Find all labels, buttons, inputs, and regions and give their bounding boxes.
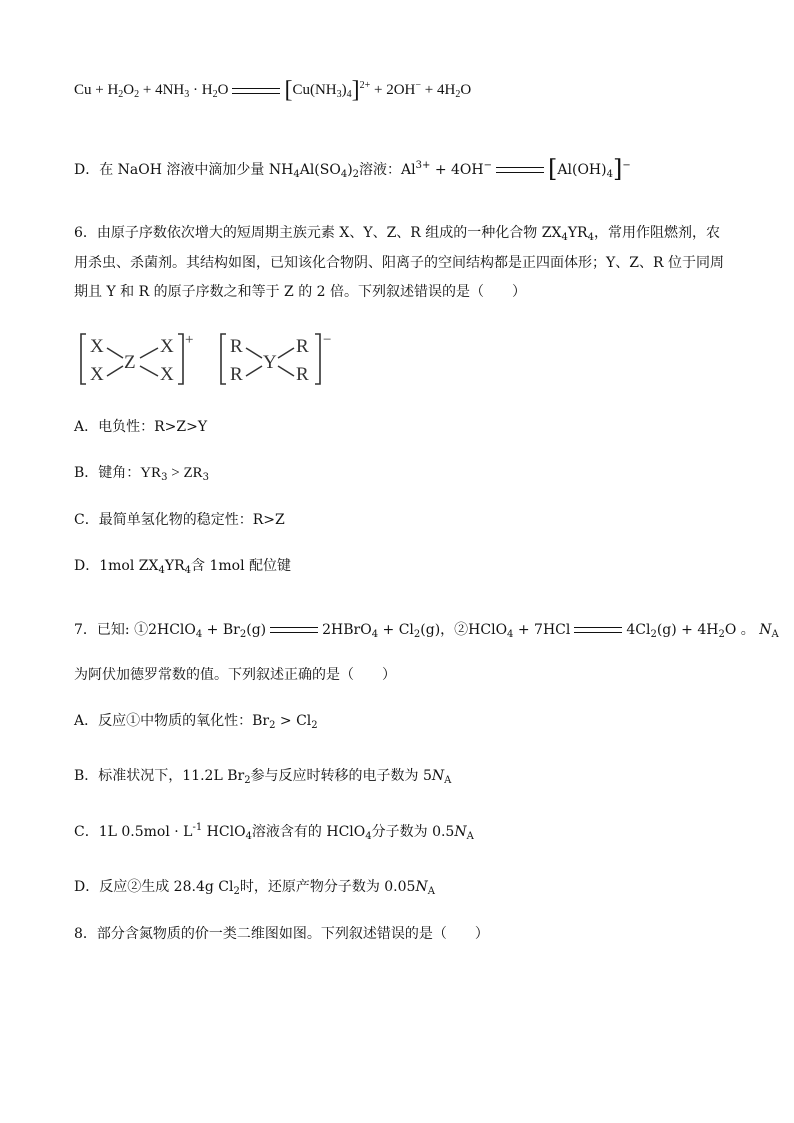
equals-sign [232,88,280,94]
anion-r-atom: R [230,364,243,385]
eq-text: O [217,82,229,98]
option-text: 含 1mol 配位键 [191,558,292,574]
eq-text: (NH [309,82,337,98]
q6-stem-line3: 期且 Y 和 R 的原子序数之和等于 Z 的 2 倍。下列叙述错误的是（ ） [74,284,527,300]
option-text: > Cl [275,713,312,729]
bracket: [ [284,77,293,103]
option-text: D．1mol ZX [74,558,159,574]
option-text: D．在 NaOH 溶液中滴加少量 NH [74,162,294,178]
option-text: 分子数为 0.5 [371,824,455,840]
cation-bracket-left [81,334,86,384]
q6-option-d: D．1mol $ZX_4YR_4$含 1mol 配位键 [74,558,292,576]
anion-bracket-right [315,334,320,384]
option-text: + 4OH [430,162,484,178]
eq-text: · H [189,82,213,98]
avogadro-sub: A [444,775,452,786]
q7-text: 2HBrO [322,622,372,638]
anion-r-atom: R [296,364,309,385]
anion-r-atom: R [296,336,309,357]
q6-option-b: B．键角：$YR_3 > ZR_3$ [74,465,210,483]
option-text: Al [299,162,315,178]
q7-stem-line2: 为阿伏加德罗常数的值。下列叙述正确的是（ ） [74,667,396,683]
q6-structure-figure [78,328,358,388]
option-text: > ZR [167,465,203,481]
q7-option-a: A．反应①中物质的氧化性：$Br_2 > Cl_2$ [74,713,318,731]
cation-x-atom: X [160,364,174,385]
option-text: 溶液含有的 HClO [251,824,366,840]
option-sup: -1 [192,822,203,833]
q7-stem-line1: 7．已知: ①2HClO$_4$ + $Br_2(g)$ 2HBrO$_4$ + $Cl_2(g)$，②HClO$_4$ + 7HCl $4Cl_2(g) + 4H_2O$ 。 $N_A$ [74,622,779,640]
cation-charge: + [185,332,194,348]
avogadro-symbol: N [454,824,467,840]
prev-option-d: D．在 NaOH 溶液中滴加少量 $NH_4Al(SO_4)_2$溶液：$Al^{3+} + 4OH^-$ $[Al(OH)_4]^-$ [74,155,631,183]
q7-text: O 。 [724,622,755,638]
eq-text: + 4H [421,82,456,98]
anion-bracket-left [221,334,226,384]
equals-sign [574,627,622,633]
eq-text: + 2OH [370,82,416,98]
q6-option-c: C．最简单氢化物的稳定性：R>Z [74,512,285,528]
q7-option-b: B．标准状况下，11.2L $Br_2$参与反应时转移的电子数为 $5N_A$ [74,768,452,786]
option-text: YR [164,558,185,574]
q7-text: (g) [246,622,267,638]
option-text: HClO [202,824,246,840]
q7-text: 7．已知: ①2HClO [74,622,196,638]
avogadro-symbol: N [431,768,445,784]
bracket: ] [612,155,623,183]
q7-text: + 7HCl [513,622,571,638]
q7-text: + Br [202,622,240,638]
q6-stem-line2: 用杀虫、杀菌剂。其结构如图，已知该化合物阴、阳离子的空间结构都是正四面体形；Y、Z、R 位于同周 [74,255,724,271]
equation-line: $Cu + H_2O_2 + 4NH_3 \cdot H_2O$ $[Cu(NH_3)_4]^{2+} + 2OH^- + 4H_2O$ [74,77,472,103]
avogadro-symbol: N [415,879,428,895]
q8-stem: 8．部分含氮物质的价一类二维图如图。下列叙述错误的是（ ） [74,926,489,942]
avogadro-symbol: N [759,622,772,638]
q6-text: ，常用作阻燃剂，农 [593,225,720,241]
q6-text: YR [567,225,588,241]
option-text: Al(OH) [557,162,607,178]
option-text: C．1L 0.5mol · L [74,824,193,840]
q6-stem-line1: 6．由原子序数依次增大的短周期主族元素 X、Y、Z、R 组成的一种化合物 $ZX_4YR_4$，常用作阻燃剂，农 [74,225,720,243]
option-text: B．键角： [74,465,141,481]
q7-text: + Cl [378,622,414,638]
q7-option-c: C．1L $0.5mol \cdot L^{-1}$ HClO$_4$溶液含有的 HClO$_4$分子数为 $0.5N_A$ [74,822,474,842]
anion-r-atom: R [230,336,243,357]
option-text: B．标准状况下，11.2L Br [74,768,245,784]
avogadro-sub: A [466,831,474,842]
option-text: YR [140,465,162,481]
cation-bracket-right [178,334,183,384]
q7-option-d: D．反应②生成 28.4g $Cl_2$时，还原产物分子数为 $0.05N_A$ [74,879,435,897]
anion-y-atom: Y [263,352,277,373]
option-text: D．反应②生成 28.4g Cl [74,879,234,895]
q6-option-a: A．电负性：R>Z>Y [74,419,208,435]
eq-text: Cu + H [74,82,119,98]
eq-text: + 4NH [139,82,185,98]
q7-text: 4Cl [626,622,651,638]
cation-x-atom: X [90,364,104,385]
q6-text: 6．由原子序数依次增大的短周期主族元素 X、Y、Z、R 组成的一种化合物 ZX [74,225,562,241]
eq-text: Cu [292,82,310,98]
bracket: ] [351,77,360,103]
option-text: 时，还原产物分子数为 0.05 [239,879,416,895]
eq-text: O [460,82,472,98]
option-text: 溶液：Al [359,162,416,178]
equals-sign [270,627,318,633]
option-text: (SO [314,162,341,178]
cation-x-atom: X [160,336,174,357]
charge: − [622,160,631,171]
option-text: 参与反应时转移的电子数为 5 [250,768,432,784]
cation-x-atom: X [90,336,104,357]
anion-charge: − [323,332,332,348]
avogadro-sub: A [771,629,779,640]
avogadro-sub: A [427,886,435,897]
bracket: [ [548,155,558,183]
equals-sign [496,167,544,173]
cation-z-atom: Z [124,352,136,373]
q7-text: (g) + 4H [656,622,719,638]
eq-text: O [123,82,135,98]
q7-text: (g)，②HClO [420,622,508,638]
option-text: A．反应①中物质的氧化性：Br [74,713,270,729]
